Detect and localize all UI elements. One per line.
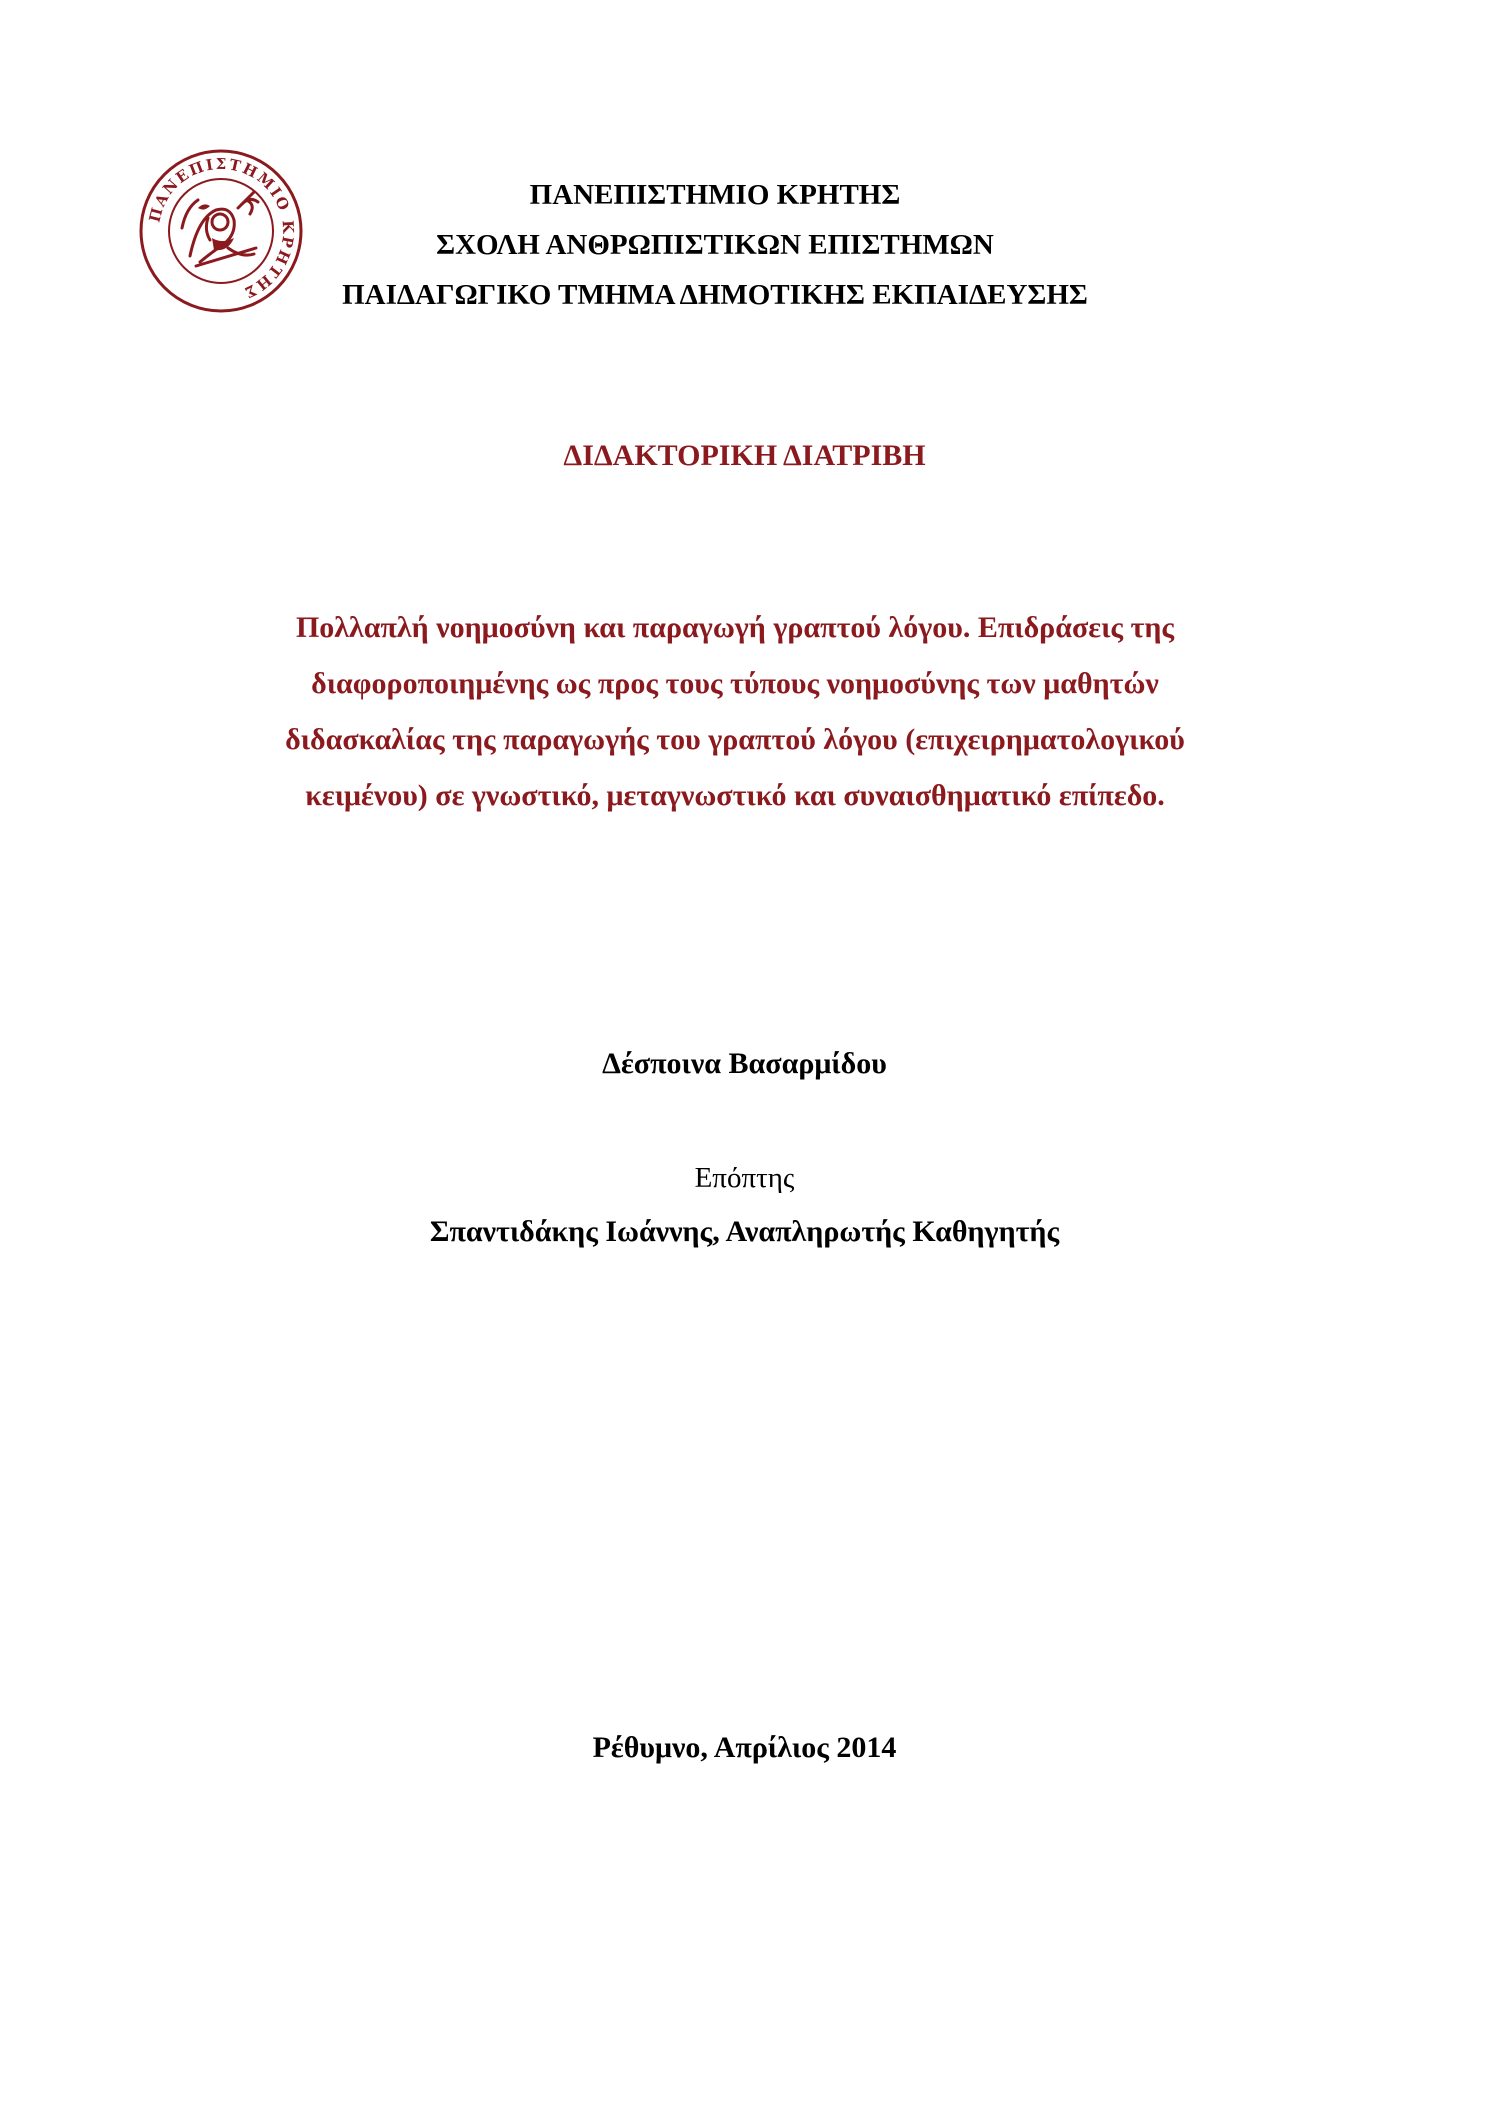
- document-type: ΔΙΔΑΚΤΟΡΙΚΗ ΔΙΑΤΡΙΒΗ: [563, 439, 926, 472]
- thesis-title: [230, 600, 1240, 824]
- thesis-title-line: διαφοροποιημένης ως προς τους τύπους νοημοσύνης των μαθητών: [311, 667, 1159, 700]
- place-date: Ρέθυμνο, Απρίλιος 2014: [592, 1731, 897, 1764]
- institution-header: [90, 170, 1340, 320]
- university-name: ΠΑΝΕΠΙΣΤΗΜΙΟ ΚΡΗΤΗΣ: [529, 179, 901, 211]
- supervisor-name: Σπαντιδάκης Ιωάννης, Αναπληρωτής Καθηγητής: [429, 1215, 1060, 1248]
- author-name: Δέσποινα Βασαρμίδου: [602, 1047, 887, 1080]
- seal-text: ΠΑΝΕΠΙΣΤΗΜΙΟ ΚΡΗΤΗΣ: [145, 154, 298, 303]
- thesis-title-line: κειμένου) σε γνωστικό, μεταγνωστικό και συναισθηματικό επίπεδο.: [305, 779, 1165, 812]
- thesis-title-line: Πολλαπλή νοημοσύνη και παραγωγή γραπτού λόγου. Επιδράσεις της: [295, 611, 1175, 644]
- thesis-title-line: διδασκαλίας της παραγωγής του γραπτού λόγου (επιχειρηματολογικού: [285, 723, 1185, 756]
- department-name: ΠΑΙΔΑΓΩΓΙΚΟ ΤΜΗΜΑ ΔΗΜΟΤΙΚΗΣ ΕΚΠΑΙΔΕΥΣΗΣ: [342, 279, 1088, 311]
- school-name: ΣΧΟΛΗ ΑΝΘΡΩΠΙΣΤΙΚΩΝ ΕΠΙΣΤΗΜΩΝ: [436, 229, 994, 261]
- supervisor-label: Επόπτης: [694, 1162, 795, 1194]
